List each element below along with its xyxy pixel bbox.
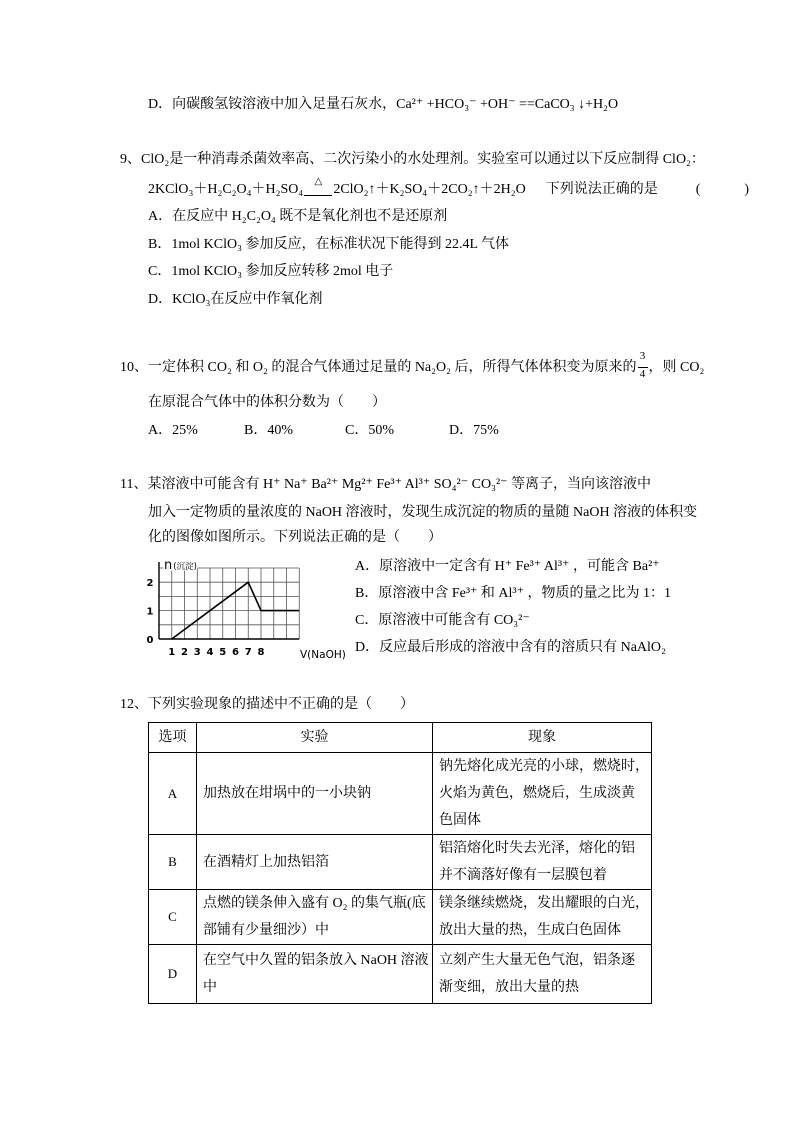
q11-option-d: D．反应最后形成的溶液中含有的溶质只有 NaAlO₂ [355,640,666,655]
fraction-numerator: 3 [639,350,646,362]
header-option: 选项 [149,723,197,753]
x-tick-label: 5 [219,647,227,658]
q11-option-b: B．原溶液中含 Fe³⁺ 和 Al³⁺ ，物质的量之比为 1：1 [355,586,672,601]
table-row [149,753,652,835]
q9-prompt: 下列说法正确的是 [545,182,658,197]
q10-stem-after: ，则 CO₂ [648,360,705,375]
phenomenon-text-line: 立刻产生大量无色气泡，铝条逐 [439,953,635,968]
phenomenon-text-line: 火焰为黄色，燃烧后，生成淡黄 [439,786,635,801]
experiment-text-line: 部铺有少量细沙）中 [203,923,329,938]
chart-tick-labels [147,578,265,658]
q9-reactants: 2KClO₃＋H₂C₂O₄＋H₂SO₄ [148,182,304,197]
row-phenomenon-cell [433,753,652,835]
header-experiment: 实验 [197,723,433,753]
q11-stem-line3: 化的图像如图所示。下列说法正确的是（ ） [148,530,442,545]
row-option-cell: B [149,835,197,890]
q8-option-d: D．向碳酸氢铵溶液中加入足量石灰水，Ca²⁺ +HCO₃⁻ +OH⁻ ==CaCO₃ ↓+H₂O [148,97,619,112]
q11-option-c: C．原溶液中可能含有 CO₃²⁻ [355,613,530,628]
heat-triangle-icon: △ [314,176,323,187]
q9-stem: 9、ClO₂是一种消毒杀菌效率高、二次污染小的水处理剂。实验室可以通过以下反应制得 ClO₂： [120,152,705,167]
experiment-text-line: 在酒精灯上加热铝箔 [203,854,329,870]
table-header-row [149,723,652,753]
x-tick-label: 2 [181,647,188,658]
header-phenomenon: 现象 [433,723,652,753]
q10-option-b: B．40% [244,423,293,438]
x-axis-label: V(NaOH) [300,649,346,661]
q9-products: 2ClO₂↑＋K₂SO₄＋2CO₂↑＋2H₂O [333,182,526,197]
x-tick-label: 4 [206,647,214,658]
phenomenon-text-line: 钠先熔化成光亮的小球，燃烧时， [439,759,649,774]
precipitate-vs-naoh-chart [140,555,352,665]
row-option-cell: D [149,945,197,1004]
q10-option-a: A．25% [148,423,198,438]
phenomenon-text-line: 放出大量的热，生成白色固体 [439,923,621,938]
q9-option-c: C．1mol KClO₃ 参加反应转移 2mol 电子 [148,264,394,279]
y-tick-label: 2 [146,578,154,590]
row-experiment-cell [197,835,433,890]
table-row [149,945,652,1004]
experiment-text-line: 中 [203,980,217,995]
y-axis-symbol: n [164,558,173,573]
chart-grid [159,568,299,639]
chart-axes [159,562,299,639]
row-phenomenon-cell [433,945,652,1004]
x-tick-label: 1 [168,647,176,658]
phenomenon-text-line: 渐变细，放出大量的热 [439,980,579,995]
q9-option-a: A．在反应中 H₂C₂O₄ 既不是氧化剂也不是还原剂 [148,209,448,224]
experiment-text-line: 加热放在坩埚中的一小块钠 [203,786,371,801]
experiment-text-line: 点燃的镁条伸入盛有 O₂ 的集气瓶(底 [203,896,426,911]
q9-answer-paren-close: ) [744,182,750,197]
q10-stem-before: 10、一定体积 CO₂ 和 O₂ 的混合气体通过足量的 Na₂O₂ 后，所得气体体积变为原来的 [120,360,637,375]
reaction-condition [304,176,332,200]
q11-stem-line1: 11、某溶液中可能含有 H⁺ Na⁺ Ba²⁺ Mg²⁺ Fe³⁺ Al³⁺ SO₄²⁻ CO₃²⁻ 等离子，当向该溶液中 [120,477,652,492]
q10-option-c: C．50% [345,423,394,438]
x-tick-label: 7 [244,647,252,658]
phenomenon-text-line: 镁条继续燃烧，发出耀眼的白光， [439,896,649,911]
table-row [149,890,652,945]
q9-option-d: D．KClO₃在反应中作氧化剂 [148,292,323,307]
experiment-text-line: 在空气中久置的铝条放入 NaOH 溶液 [203,953,429,968]
q11-stem-line2: 加入一定物质的量浓度的 NaOH 溶液时，发现生成沉淀的物质的量随 NaOH 溶液的体积变 [148,505,698,520]
q10-stem-line1 [120,350,705,380]
q10-fraction [638,350,648,380]
phenomenon-text-line: 铝箔熔化时失去光泽，熔化的铝 [439,841,635,856]
q10-option-d: D．75% [449,423,499,438]
row-phenomenon-cell [433,890,652,945]
phenomenon-text-line: 色固体 [439,813,481,828]
row-phenomenon-cell [433,835,652,890]
q12-stem: 12、下列实验现象的描述中不正确的是（ ） [120,697,414,712]
q10-stem-line2: 在原混合气体中的体积分数为（ ） [148,395,386,410]
fraction-denominator: 4 [639,368,646,380]
row-experiment-cell [197,890,433,945]
q9-option-b: B．1mol KClO₃ 参加反应，在标准状况下能得到 22.4L 气体 [148,237,509,252]
x-tick-label: 8 [257,647,265,658]
row-experiment-cell [197,945,433,1004]
q9-equation-line [148,176,750,200]
x-tick-label: 6 [232,647,239,658]
experiment-table [148,722,652,1004]
y-axis-label [164,558,197,573]
y-tick-label: 0 [146,635,154,646]
reaction-arrow-line [304,195,332,196]
x-tick-label: 3 [193,647,201,658]
row-experiment-cell [197,753,433,835]
q9-answer-paren-open: ( [695,182,701,197]
row-option-cell: C [149,890,197,945]
phenomenon-text-line: 并不滴落好像有一层膜包着 [439,868,607,883]
q11-option-a: A．原溶液中一定含有 H⁺ Fe³⁺ Al³⁺ ，可能含 Ba²⁺ [355,559,660,574]
y-tick-label: 1 [146,606,154,618]
row-option-cell: A [149,753,197,835]
y-axis-note: (沉淀) [173,562,197,572]
table-row [149,835,652,890]
